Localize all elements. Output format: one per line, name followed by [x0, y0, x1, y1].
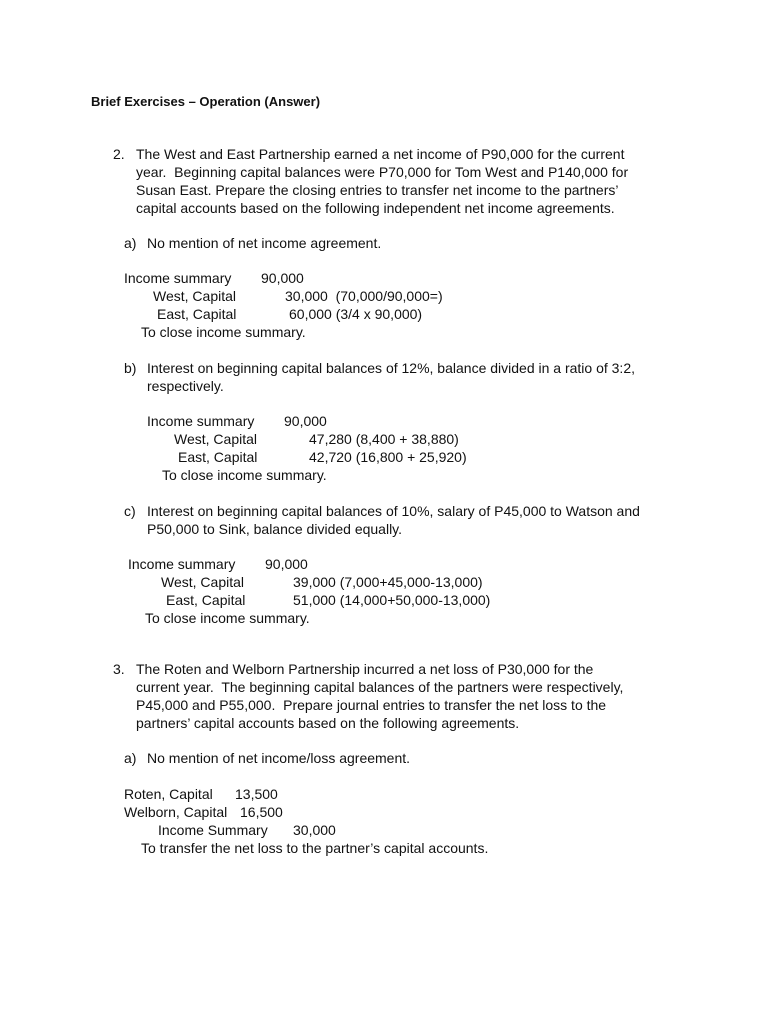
- q3a-explanation: To transfer the net loss to the partner’s capital accounts.: [141, 840, 489, 856]
- q3a-credit-account: Income Summary: [158, 822, 268, 838]
- question-2c-label: c): [124, 503, 136, 519]
- q2b-debit-account: Income summary: [147, 413, 255, 429]
- q2c-credit2-amount: 51,000 (14,000+50,000-13,000): [293, 592, 491, 608]
- question-2b-text-line-2: respectively.: [147, 378, 224, 394]
- q3a-debit1-amount: 13,500: [235, 786, 278, 802]
- q3a-debit2-amount: 16,500: [240, 804, 283, 820]
- question-2a-label: a): [124, 235, 137, 251]
- question-2a-text: No mention of net income agreement.: [147, 235, 382, 251]
- question-3a-text: No mention of net income/loss agreement.: [147, 750, 411, 766]
- question-3-number: 3.: [113, 661, 125, 677]
- q2a-debit-amount: 90,000: [261, 270, 304, 286]
- q2a-credit1-account: West, Capital: [153, 288, 236, 304]
- question-3-text-line-3: P45,000 and P55,000. Prepare journal entries to transfer the net loss to the: [136, 697, 607, 713]
- q2a-debit-account: Income summary: [124, 270, 232, 286]
- question-3-text-line-2: current year. The beginning capital balances of the partners were respectively,: [136, 679, 624, 695]
- q2b-credit1-amount: 47,280 (8,400 + 38,880): [309, 431, 459, 447]
- q2a-credit2-account: East, Capital: [157, 306, 237, 322]
- question-2-text-line-2: year. Beginning capital balances were P70,000 for Tom West and P140,000 for: [136, 164, 629, 180]
- q2b-debit-amount: 90,000: [284, 413, 327, 429]
- question-2c-text-line-1: Interest on beginning capital balances of 10%, salary of P45,000 to Watson and: [147, 503, 640, 519]
- question-2-text-line-3: Susan East. Prepare the closing entries to transfer net income to the partners’: [136, 182, 619, 198]
- question-2b-label: b): [124, 360, 137, 376]
- page-title: Brief Exercises – Operation (Answer): [91, 94, 321, 109]
- q2b-explanation: To close income summary.: [162, 467, 327, 483]
- question-2-text-line-4: capital accounts based on the following independent net income agreements.: [136, 200, 615, 216]
- q2b-credit2-amount: 42,720 (16,800 + 25,920): [309, 449, 467, 465]
- question-2c-text-line-2: P50,000 to Sink, balance divided equally.: [147, 521, 403, 537]
- q2c-credit2-account: East, Capital: [166, 592, 246, 608]
- q2c-debit-amount: 90,000: [265, 556, 308, 572]
- q3a-debit1-account: Roten, Capital: [124, 786, 213, 802]
- q2b-credit2-account: East, Capital: [178, 449, 258, 465]
- question-2b-text-line-1: Interest on beginning capital balances of 12%, balance divided in a ratio of 3:2,: [147, 360, 635, 376]
- question-3-text-line-4: partners’ capital accounts based on the following agreements.: [136, 715, 520, 731]
- question-2-number: 2.: [113, 146, 125, 162]
- q2a-credit2-amount: 60,000 (3/4 x 90,000): [289, 306, 423, 322]
- q2c-credit1-amount: 39,000 (7,000+45,000-13,000): [293, 574, 483, 590]
- q2c-credit1-account: West, Capital: [161, 574, 244, 590]
- q3a-debit2-account: Welborn, Capital: [124, 804, 228, 820]
- q2b-credit1-account: West, Capital: [174, 431, 257, 447]
- q2a-explanation: To close income summary.: [141, 324, 306, 340]
- q3a-credit-amount: 30,000: [293, 822, 336, 838]
- q2c-explanation: To close income summary.: [145, 610, 310, 626]
- q2c-debit-account: Income summary: [128, 556, 236, 572]
- question-3a-label: a): [124, 750, 137, 766]
- question-2-text-line-1: The West and East Partnership earned a net income of P90,000 for the current: [136, 146, 625, 162]
- q2a-credit1-amount: 30,000 (70,000/90,000=): [285, 288, 443, 304]
- question-3-text-line-1: The Roten and Welborn Partnership incurred a net loss of P30,000 for the: [136, 661, 594, 677]
